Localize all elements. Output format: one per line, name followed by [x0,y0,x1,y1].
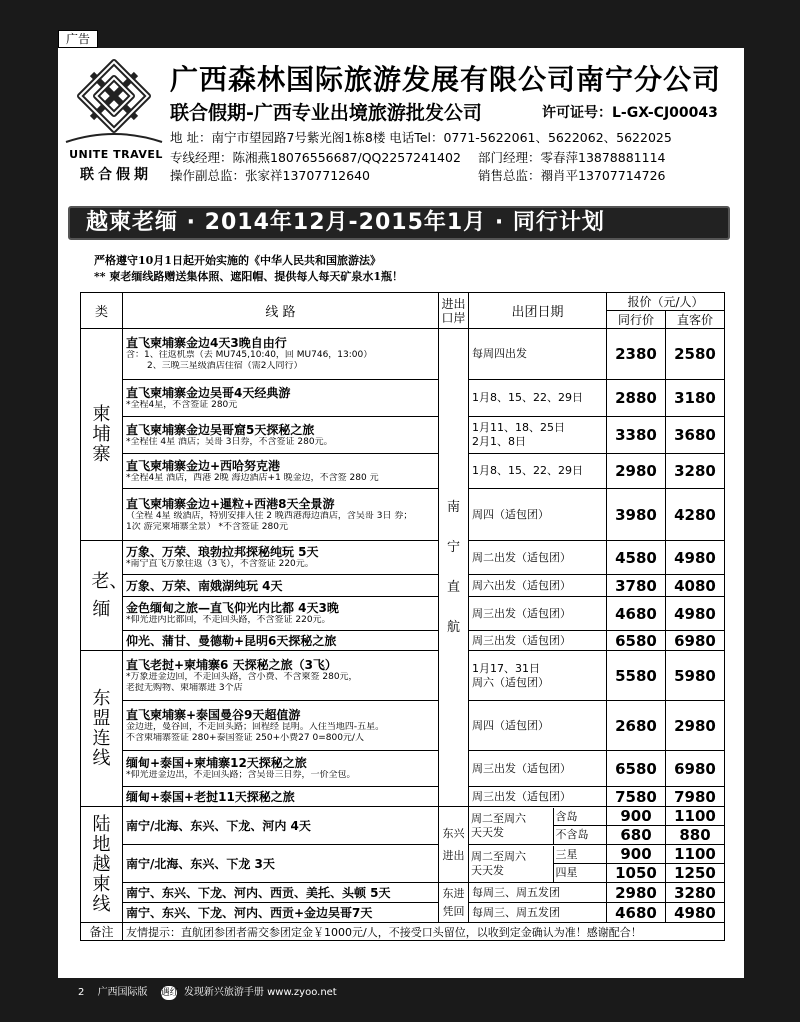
peer-price: 2880 [607,380,666,417]
direct-price: 1100 [666,807,725,826]
route-title: 直飞柬埔寨金边+暹粒+西港8天全景游 [126,496,335,511]
direct-price: 1100 [666,845,725,864]
bottom-slogan: 柬埔寨、缅甸、老挝….更多精彩路线欢迎来电咨询！！包团价更优！品质保证！ [96,957,628,973]
tour-dates: 周三出发（适包团） [469,631,607,651]
route-title: 仰光、蒲甘、曼德勒+昆明6天探秘之旅 [126,633,337,648]
peer-price: 7580 [607,787,666,807]
table-row [81,883,725,903]
route-title: 直飞老挝+柬埔寨6 天探秘之旅（3飞） [126,657,337,672]
land-dates-cell [469,845,607,883]
direct-price: 4980 [666,597,725,631]
route-note: 含：1、往返机票（去 MU745,10:40，回 MU746，13:00） [126,350,373,360]
route-note: 2、三晚三星级酒店住宿（需2人同行） [147,361,303,371]
route-note: *南宁直飞万象往返（3飞），不含签证 220元。 [126,559,314,569]
category-asean: 东盟连线 [81,651,123,807]
route-title: 南宁/北海、东兴、下龙 3天 [126,856,275,871]
tour-dates: 每周四出发 [469,329,607,380]
peer-price: 4680 [607,597,666,631]
peer-price: 680 [607,826,666,845]
tour-table [80,292,725,941]
peer-price: 2680 [607,701,666,751]
tour-dates: 每周三、周五发团 [469,883,607,903]
tour-dates: 每周三、周五发团 [469,903,607,923]
tour-dates: 周二出发（适包团） [469,541,607,575]
peer-price: 4580 [607,541,666,575]
table-row [81,380,725,417]
route-note: *全程4星 酒店，西港 2晚 海边酒店+1 晚金边，不含签 280 元 [126,472,379,483]
option-name: 不含岛 [555,827,589,841]
table-row [81,751,725,787]
table-row [81,845,725,864]
table-row [81,417,725,454]
category-cambodia: 柬埔寨 [81,329,123,541]
direct-price: 2580 [666,329,725,380]
direct-price: 4080 [666,575,725,597]
header-direct-price: 直客价 [666,311,725,329]
peer-price: 2980 [607,454,666,489]
route-note: *万象进金边回，不走回头路，含小费、不含柬签 280元， [126,671,358,682]
category-laos-myanmar: 老、缅 [81,541,123,651]
route-title: 万象、万荣、南娥湖纯玩 4天 [126,578,283,593]
header-dates: 出团日期 [469,293,607,329]
knot-logo-icon [62,56,166,148]
table-row [81,541,725,575]
header-category: 类 [81,293,123,329]
dept-manager: 部门经理：零春萍13878881114 [478,150,666,165]
tour-dates: 1月8、15、22、29日 [469,454,607,489]
page-number: 2 [78,987,85,998]
header-price: 报价（元/人） [607,293,725,311]
tour-dates: 1月8、15、22、29日 [469,380,607,417]
route-title: 万象、万荣、琅勃拉邦探秘纯玩 5天 [126,545,319,559]
route-title: 直飞柬埔寨金边吴哥4天经典游 [126,385,291,400]
direct-price: 7980 [666,787,725,807]
address-line: 地 址：南宁市望园路7号紫光阁1栋8楼 电话Tel：0771-5622061、5622062、5622025 [170,130,672,145]
table-row [81,454,725,489]
route-title: 南宁、东兴、下龙、河内、西贡+金边吴哥7天 [126,905,373,920]
direct-price: 1250 [666,864,725,883]
direct-price: 3680 [666,417,725,454]
footer-tagline: 发现新兴旅游手册 www.zyoo.net [183,987,337,998]
sales-director: 销售总监：禤肖平13707714726 [478,168,666,183]
route-title: 南宁、东兴、下龙、河内、西贡、美托、头顿 5天 [126,885,391,900]
remark-label: 备注 [81,923,123,941]
port-nanning: 南宁直航 [439,329,469,807]
license-number: 许可证号：L-GX-CJ00043 [542,105,718,121]
remark-row [81,923,725,941]
peer-price: 2380 [607,329,666,380]
table-row [81,787,725,807]
table-row [81,489,725,541]
category-land: 陆地越柬线 [81,807,123,923]
route-title: 南宁/北海、东兴、下龙、河内 4天 [126,818,311,833]
direct-price: 5980 [666,651,725,701]
line-manager: 专线经理：陈湘燕18076556687/QQ2257241402 [170,150,461,165]
peer-price: 1050 [607,864,666,883]
route-note: *全程住 4星 酒店；吴哥 3日券，不含签证 280元。 [126,436,333,447]
peer-price: 6580 [607,751,666,787]
table-row [81,575,725,597]
logo-english: UNITE TRAVEL [69,148,163,161]
option-name: 含岛 [554,808,607,826]
direct-price: 3180 [666,380,725,417]
peer-price: 900 [607,845,666,864]
magazine-name: 广西国际版 [97,987,148,998]
route-title: 直飞柬埔寨金边4天3晚自由行 [126,336,287,350]
table-row [81,597,725,631]
page-title: 越柬老缅 · 2014年12月-2015年1月 · 同行计划 [68,206,730,240]
option-name: 三星 [554,846,607,864]
route-note: *全程4星，不含签证 280元 [126,399,238,410]
contact-row-1 [170,148,665,166]
option-name: 四星 [555,865,578,879]
page-footer [78,983,347,1000]
direct-price: 6980 [666,631,725,651]
route-note: 不含柬埔寨签证 280+泰国签证 250+小费27 0=800元/人 [126,732,364,743]
direct-price: 4980 [666,541,725,575]
tour-dates: 周二至周六 天天发 [469,808,553,844]
peer-price: 4680 [607,903,666,923]
contact-row-2 [170,166,665,184]
company-name: 广西森林国际旅游发展有限公司南宁分公司 [170,63,722,96]
table-row [81,701,725,751]
tour-dates: 周三出发（适包团） [469,787,607,807]
table-row [81,807,725,826]
direct-price: 880 [666,826,725,845]
table-row [81,631,725,651]
route-title: 直飞柬埔寨+泰国曼谷9天超值游 [126,707,301,722]
route-note: *仰光进内比都回，不走回头路，不含签证 220元。 [126,615,331,625]
port-dongxing-return: 东进凭回 [439,883,469,923]
direct-price: 2980 [666,701,725,751]
tour-dates: 周三出发（适包团） [469,751,607,787]
route-title: 缅甸+泰国+老挝11天探秘之旅 [126,789,295,804]
route-note: （全程 4星 级酒店，特别安排入住 2 晚西港海边酒店，含吴哥 3日 券； [126,510,413,521]
tour-dates: 1月17、31日 周六（适包团） [469,651,607,701]
company-logo [62,56,162,196]
tour-dates: 周三出发（适包团） [469,597,607,631]
notice-law: 严格遵守10月1日起开始实施的《中华人民共和国旅游法》 [94,254,381,267]
route-title: 直飞柬埔寨金边吴哥窟5天探秘之旅 [126,422,315,437]
route-note: 老挝无购物、柬埔寨进 3个店 [126,682,243,693]
page [58,48,744,978]
tour-dates: 周四（适包团） [469,701,607,751]
direct-price: 4280 [666,489,725,541]
route-title: 直飞柬埔寨金边+西哈努克港 [126,458,281,473]
tour-dates: 周四（适包团） [469,489,607,541]
remark-text: 友情提示：直航团参团者需交参团定金￥1000元/人，不接受口头留位，以收到定金确认为准！感谢配合！ [123,923,725,941]
land-dates-cell [469,807,607,845]
peer-price: 6580 [607,631,666,651]
route-note: 金边进，曼谷回，不走回头路；回程经 昆明。入住当地四-五星。 [126,721,385,732]
header-port: 进出口岸 [439,293,469,329]
notice-gift: ** 柬老缅线路赠送集体照、遮阳帽、提供每人每天矿泉水1瓶！ [94,270,403,283]
peer-price: 3980 [607,489,666,541]
route-note: 1次 游完柬埔寨全景） *不含签证 280元 [126,521,288,532]
peer-price: 2980 [607,883,666,903]
tour-dates: 1月11、18、25日 2月1、8日 [469,417,607,454]
logo-chinese: 联合假期 [80,167,152,183]
direct-price: 3280 [666,883,725,903]
header-route: 线 路 [123,293,439,329]
ad-tag: 广告 [58,30,98,48]
header-peer-price: 同行价 [607,311,666,329]
port-dongxing: 东兴进出 [439,807,469,883]
direct-price: 6980 [666,751,725,787]
route-title: 金色缅甸之旅—直飞仰光内比都 4天3晚 [126,601,339,615]
direct-price: 3280 [666,454,725,489]
route-title: 缅甸+泰国+柬埔寨12天探秘之旅 [126,756,307,770]
table-row [81,329,725,380]
table-row [81,903,725,923]
tour-dates: 周二至周六 天天发 [469,846,553,882]
company-subtitle: 联合假期-广西专业出境旅游批发公司 [170,102,482,124]
magazine-badge: 遇红 [160,988,179,998]
table-row [81,651,725,701]
peer-price: 3780 [607,575,666,597]
peer-price: 3380 [607,417,666,454]
peer-price: 5580 [607,651,666,701]
route-note: *仰光进金边出，不走回头路；含吴哥三日券，一价全包。 [126,770,356,780]
ops-director: 操作副总监：张家祥13707712640 [170,168,370,183]
tour-dates: 周六出发（适包团） [469,575,607,597]
direct-price: 4980 [666,903,725,923]
peer-price: 900 [607,807,666,826]
